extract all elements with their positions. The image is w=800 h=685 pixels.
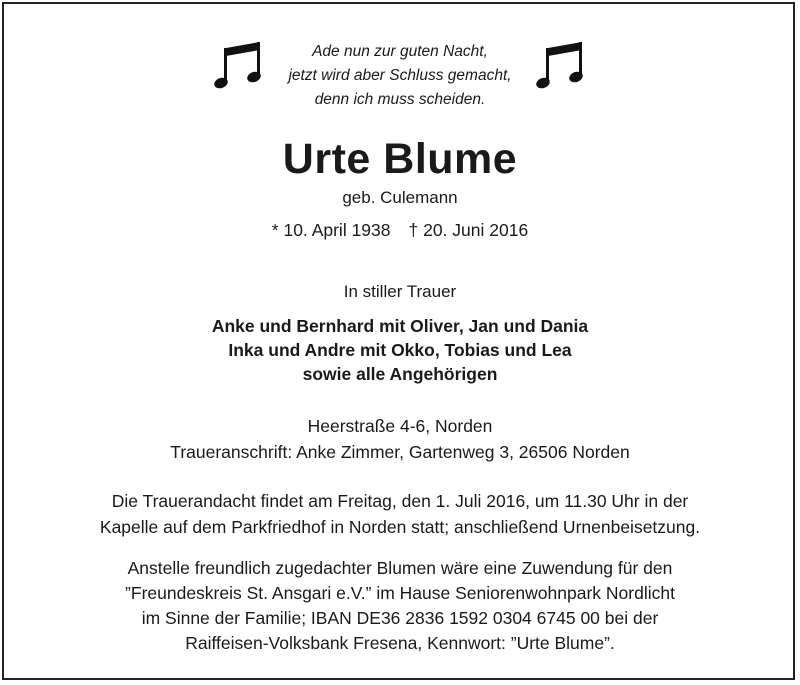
service-line: Kapelle auf dem Parkfriedhof in Norden statt; anschließend Urnenbeisetzung. — [99, 517, 701, 537]
address-line: Heerstraße 4-6, Norden — [307, 416, 493, 436]
birth-name: geb. Culemann — [342, 188, 458, 207]
donation-line: ”Freundeskreis St. Ansgari e.V.” im Hause Seniorenwohnpark Nordlicht — [125, 583, 675, 603]
deceased-name: Urte Blume — [282, 135, 518, 183]
motto-line: denn ich muss scheiden. — [314, 91, 486, 108]
service-line: Die Trauerandacht findet am Freitag, den 1. Juli 2016, um 11.30 Uhr in der — [111, 491, 689, 511]
family-list — [0, 314, 800, 386]
motto-line: jetzt wird aber Schluss gemacht, — [288, 67, 512, 84]
donation-line: Anstelle freundlich zugedachter Blumen wäre eine Zuwendung für den — [127, 558, 673, 578]
service-info — [0, 488, 800, 540]
address-line: Traueranschrift: Anke Zimmer, Gartenweg 3, 26506 Norden — [170, 442, 630, 462]
motto-verse — [0, 40, 800, 112]
donation-info — [0, 556, 800, 656]
donation-line: Raiffeisen-Volksbank Fresena, Kennwort: ”Urte Blume”. — [185, 633, 615, 653]
life-dates — [0, 218, 800, 242]
address-block — [0, 413, 800, 465]
death-date: † 20. Juni 2016 — [408, 220, 529, 240]
family-line: Anke und Bernhard mit Oliver, Jan und Dania — [211, 316, 589, 336]
birth-date: * 10. April 1938 — [271, 220, 391, 240]
motto-line: Ade nun zur guten Nacht, — [312, 43, 488, 60]
mourning-label: In stiller Trauer — [343, 282, 457, 301]
family-line: sowie alle Angehörigen — [302, 364, 498, 384]
donation-line: im Sinne der Familie; IBAN DE36 2836 1592 0304 6745 00 bei der — [141, 608, 659, 628]
family-line: Inka und Andre mit Okko, Tobias und Lea — [228, 340, 572, 360]
